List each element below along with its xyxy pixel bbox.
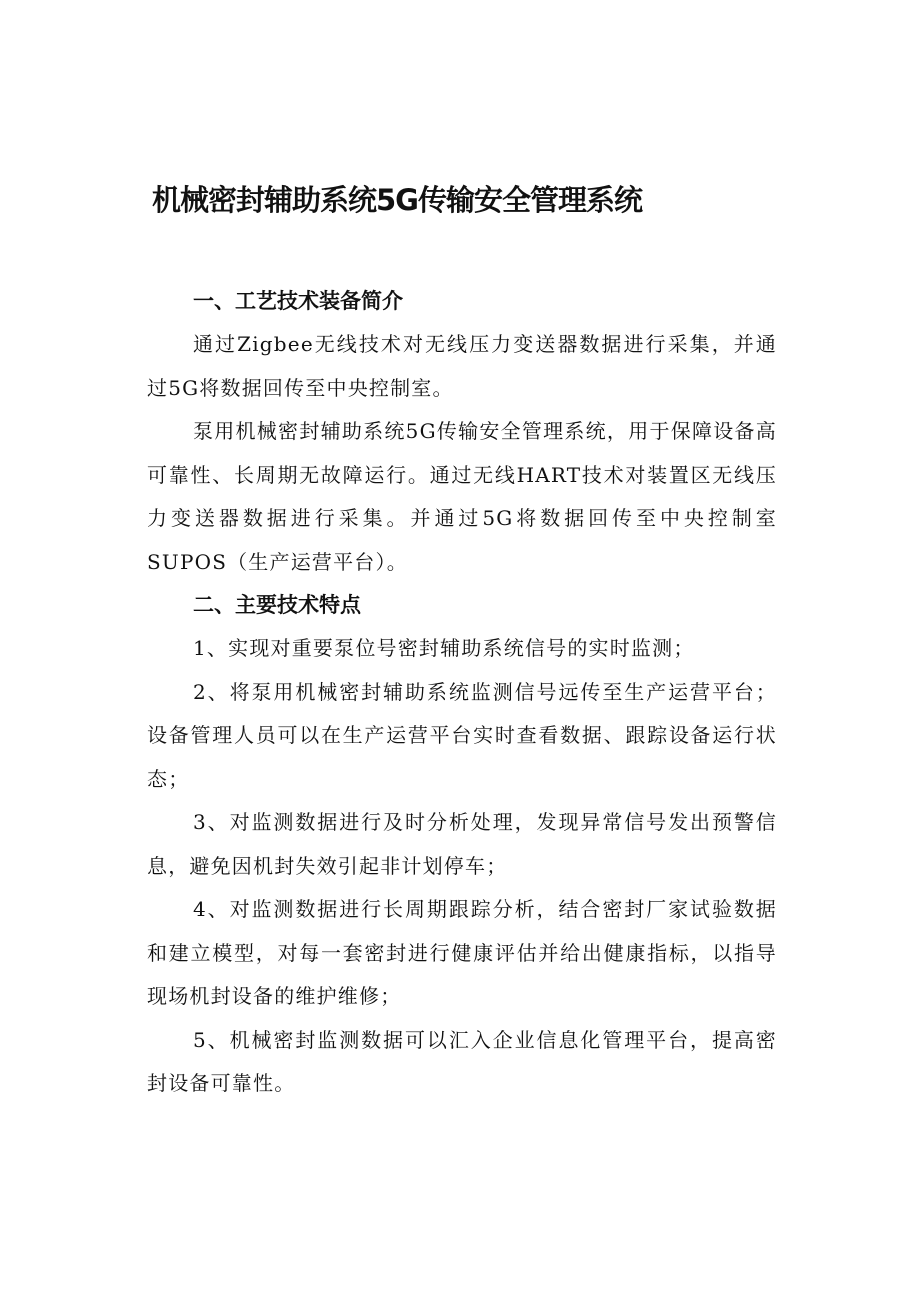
section-heading-features: 二、主要技术特点 (193, 593, 361, 617)
document-title: 机械密封辅助系统5G传输安全管理系统 (152, 183, 642, 217)
intro-paragraph-2: 泵用机械密封辅助系统5G传输安全管理系统，用于保障设备高可靠性、长周期无故障运行。通过无线HART技术对装置区无线压力变送器数据进行采集。并通过5G将数据回传至中央控制室SUPOS（生产运营平台）。 (147, 419, 777, 574)
feature-item-2: 2、将泵用机械密封辅助系统监测信号远传至生产运营平台；设备管理人员可以在生产运营平台实时查看数据、跟踪设备运行状态； (147, 679, 777, 791)
feature-item-1: 1、实现对重要泵位号密封辅助系统信号的实时监测； (193, 636, 695, 660)
document-body (147, 280, 777, 1106)
section-heading-intro: 一、工艺技术装备简介 (193, 289, 403, 313)
feature-item-3: 3、对监测数据进行及时分析处理，发现异常信号发出预警信息，避免因机封失效引起非计划停车； (147, 810, 777, 878)
feature-item-4: 4、对监测数据进行长周期跟踪分析，结合密封厂家试验数据和建立模型，对每一套密封进行健康评估并给出健康指标，以指导现场机封设备的维护维修； (147, 897, 777, 1008)
feature-item-5: 5、机械密封监测数据可以汇入企业信息化管理平台，提高密封设备可靠性。 (147, 1027, 777, 1095)
intro-paragraph-1: 通过Zigbee无线技术对无线压力变送器数据进行采集，并通过5G将数据回传至中央控制室。 (147, 332, 777, 400)
